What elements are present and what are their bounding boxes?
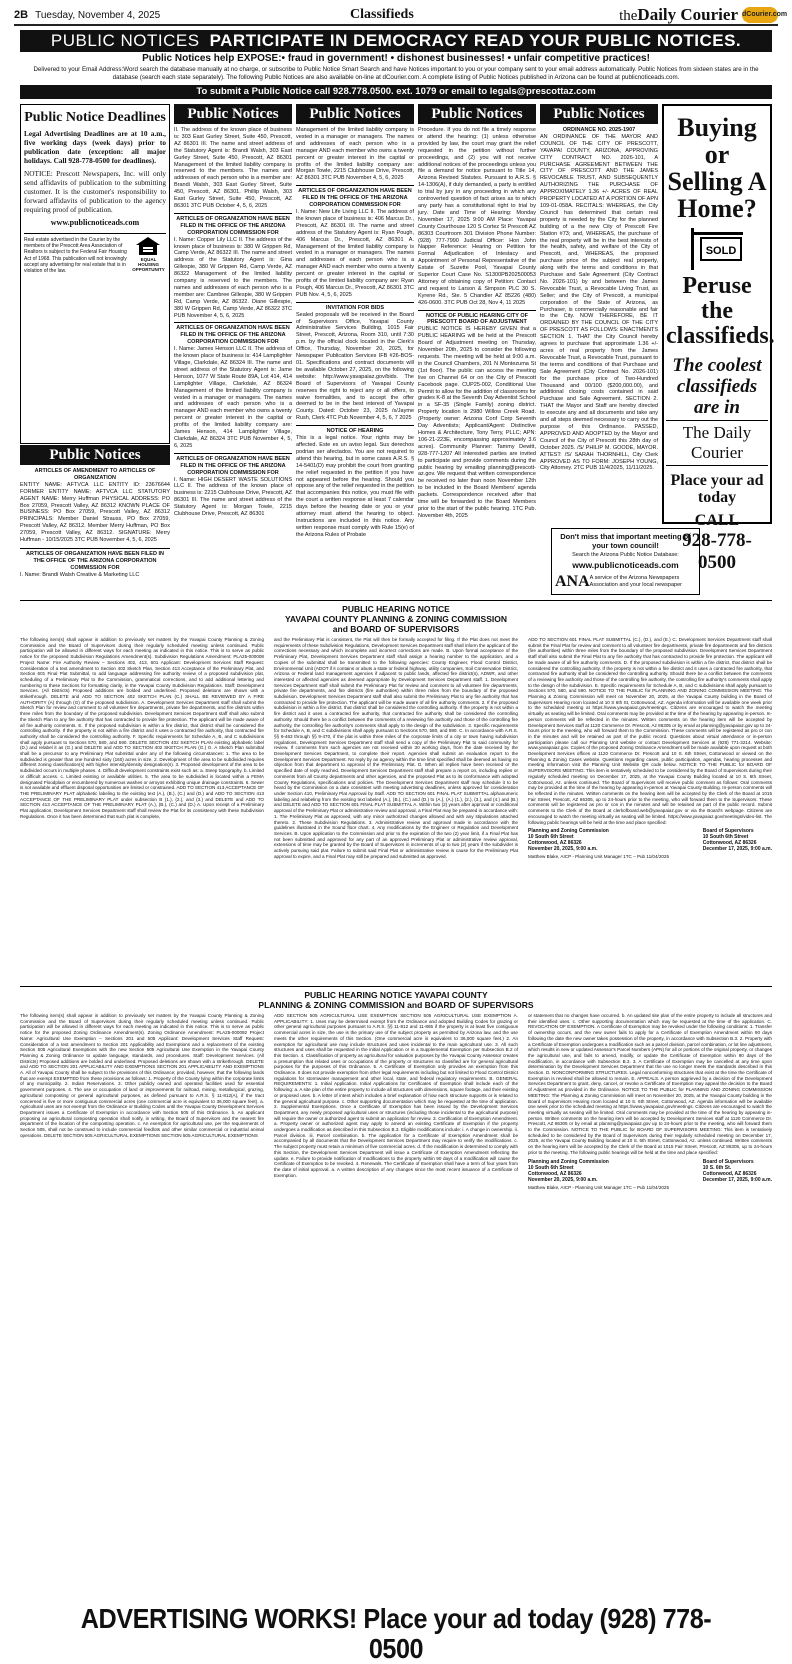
- equal-housing-box: [24, 233, 166, 274]
- notice-text: Sealed proposals will be received in the Board of Supervisors Office, Yavapai County Administrative Services Building, 1015 Fair Street, Prescott, Arizona, Room 310, until 7:30 p.m. by the official clock located in the Clerk's Office, Thursday, November 20, 2025, for Newspaper Publication Services IFB #26-BOS-01. Specifications and contract documents will be available October 27, 2025, on the following website: http://www.yavapaiaz.gov/bids. The Board of Supervisors of Yavapai County reserves the right to reject any or all offers, to waive formalities, and to accept the offer deemed to be in the best interest of Yavapai County. Dated: October 23, 2025 /s/Jayme Rush, Clerk 4TC Pub November 4, 5, 6, 7 2025: [296, 311, 414, 422]
- banner-right: PARTICIPATE IN DEMOCRACY READ YOUR PUBLIC NOTICES.: [209, 31, 742, 50]
- notice-text: I. Name: HIGH DESERT WASTE SOLUTIONS LLC II. The address of the known place of business is: 2215 Clubhouse Drive, Prescott, AZ 86301 III. The name and street address of the Statutory Agent is: Morgan Towle, 2215 Clubhouse Drive, Prescott, AZ 86301: [174, 476, 292, 518]
- hearing2-head1: PUBLIC HEARING NOTICE YAVAPAI COUNTY: [304, 990, 488, 1000]
- public-notices-banner: [20, 30, 772, 52]
- banner-left: PUBLIC NOTICES: [50, 31, 200, 50]
- hearing-notice-1: [20, 604, 772, 980]
- col4-heading: Public Notices: [418, 104, 536, 124]
- ad-title: Buying or Selling A Home?: [667, 113, 767, 223]
- deadlines-title: Public Notice Deadlines: [24, 110, 166, 125]
- hearing2-col-c: or statement that no changes have occurred. b. An updated site plan of the entire property to include all structures and their identified uses. c. Other supporting documentation which may be requested at the time of the application. C. REVOCATION OF EXEMPTION. A Certificate of Exemption may be revoked under the following conditions: 1. Transfer of ownership occurs, and the new owner fails to apply for a Certificate of Exemption Amendment within 90 days following the date the new owner takes possession of the property, in accordance with Subsection B.3. 2. Property with a Certificate of Exemption undergoes a modification such as a parcel division, parcel combination, or lot line adjustment, which results in new or updated Assessor's Parcel Numbers (APN) for all or portions of the original property, or changes the agricultural use, and fails to amend, modify, or update the Certificate of Exemption within 90 days of the modification, in accordance with Subsection B.3. 3. A Certificate of Exemption may be cancelled at any time upon determination by the Development Services Department that the use no longer meets the standards described in this Section. D. NONCONFORMING STRUCTURES. Legal nonconforming structures that exist at the time the Certificate of Exemption is revoked shall be allowed to remain. E. APPEALS. A person aggrieved by a decision of the Development Services Department to grant, deny, cancel, or revoke a Certificate of Exemption may appeal the decision to the Board of Adjustment as provided in the Ordinance. NOTICE TO THE PUBLIC for PLANNING AND ZONING COMMISSION MEETING: The Planning & Zoning Commission will meet on November 20, 2025, at the Yavapai County building in the Board of Supervisors Hearing room located at 10 S. 6th Street, Cottonwood, AZ. Agenda information will be available one week prior to the scheduled meeting at https://www.yavapaiaz.gov/meetings. Citizens are encouraged to watch the meeting virtually as seating will be limited. Oral comments may be provided at the time of the hearing by appearing in-person. Written comments on the hearing item will be accepted by Development Services staff at 1120 Commerce Dr. Prescott, AZ 86305 or by email at planning@yavapaiaz.gov up to 24-hours prior to the meeting, who will forward them to the Commission. NOTICE TO THE PUBLIC for BOARD OF SUPERVISORS MEETING: This item is tentatively scheduled to be considered by the Board of Supervisors during their regularly scheduled meeting on December 17, 2025, at the Yavapai County Building located at 10 S. 6th Street, Cottonwood, Az. unless continued. Written comments on the hearing item will be accepted by the Clerk of the Board at 1015 Fair Street, Prescott, AZ 86305, up to 24-hours prior to the meeting. The following public hearings will be held at the time and place specified:: [528, 1013, 772, 1155]
- notice-head: INVITATION FOR BIDS: [296, 302, 414, 312]
- hearing2-col-c-wrap: [528, 1013, 772, 1599]
- dcourier-logo[interactable]: dCourier.com: [742, 7, 778, 23]
- amendment-text: ENTITY NAME: AFTVCA LLC ENTITY ID: 23676644 FORMER ENTITY NAME: AFTVCA LLC STATUTORY AGENT NAME: Merry Huffman PHYSICAL ADDRESS: PO Box 27059, Prescott Valley, AZ 86312 KNOWN PLACE OF BUSINESS: PO Box 27059, Prescott Valley, AZ 86312 PRINCIPALS: Member Daniel Strauss, PO Box 27059, Prescott Valley, AZ 86312. Member Merry Huffman, PO Box 27059, Prescott Valley, AZ 86312. SIGNATURE: Merry Huffman - 10/15/2025 3TC PUB November 4, 5, 6, 2025: [20, 481, 170, 544]
- col1-heading: Public Notices: [20, 445, 170, 465]
- notice-head: ARTICLES OF ORGANIZATION HAVE BEEN FILED IN THE OFFICE OF THE ARIZONA CORPORATION COMMISSION FOR: [174, 322, 292, 346]
- col5: [540, 104, 658, 524]
- ordinance-text: AN ORDINANCE OF THE MAYOR AND COUNCIL OF THE CITY OF PRESCOTT, YAVAPAI COUNTY, ARIZONA, APPROVING CITY CONTRACT NO. 2026-101, A PURCHASE AGREEMENT BETWEEN THE CITY OF PRESCOTT AND THE JAMES REVOCABLE TRUST, AND SUBSEQUENTLY AUTHORIZING THE PURCHASE OF APPROXIMATELY 1.36 +/- ACRES OF REAL PROPERTY LOCATED AT A PORTION OF APN 109-01-058A. RECITALS: WHEREAS, the City Council has determined that certain real property is needed by the City for the planned building of a the new City of Prescott Fire Station #73; and, WHEREAS, the purchase of the real property will be in the best interests of the health, safety, and welfare of the City of Prescott, and, WHEREAS, the proposed purchase price of the subject real property, along with the terms and conditions in that Purchase and Sale Agreement (City Contract No. 2026-101) by and between the James Revocable Trust, a Revocable Living Trust, as Seller; and the City of Prescott, a municipal corporation of the State of Arizona, as Purchaser, is commercially reasonable and fair to the City. NOW THEREFORE, BE IT ORDAINED BY THE COUNCIL OF THE CITY OF PRESCOTT AS FOLLOWS: ENACTMENTS SECTION 1. THAT the City Council hereby agrees to purchase that approximate 1.36 +/- acres of real property from the James Revocable Trust, a Revocable Trust, pursuant to the terms and conditions of that Purchase and Sale Agreement (City Contract No. 2026-101) for the purchase price of Two-Hundred Thousand and 00/100 ($200,000.00), and additional closing costs contained in said Purchase and Sale Agreement. SECTION 2. THAT the Mayor and Staff are hereby directed to execute any and all documents and take any and all steps deemed necessary to carry out the purpose of this Ordinance. PASSED, APPROVED AND ADOPTED by the Mayor and Council of the City of Prescott this 28th day of October 2025. /S/ PHILIP M. GOODE, MAYOR. ATTEST: /S/ SARAH THORNHILL, City Clerk APPROVED AS TO FORM: JOSEPH YOUNG, City Attorney. 2TC PUB 11/4/2025, 11/11/2025.: [540, 133, 658, 472]
- hearing1-head3: and BOARD OF SUPERVISORS: [332, 624, 460, 634]
- ad-peruse: Peruse the classifieds.: [666, 273, 775, 349]
- notice-text: I. Name: James Henson LLC II. The address of the known place of business is: 414 Lamplighter Village, Clarkdale, AZ 86324 III. The name and street address of the Statutory Agent is: Jame Henson, 1077 W State Route 89A, Lot 414, 414 Lamplighter Village, Clarkdale, AZ 86324 Management of the limited liability company is vested in a manager or managers. The names and addresses of each person who is a manager AND each member who owns a twenty percent or greater interest in the capital or profits of the limited liability company are: James Henson, 414 Lamplighter Village, Clarkdale, AZ 86324 3TC PUB November 4, 5, 6, 2025: [174, 346, 292, 449]
- page-number: 2B Tuesday, November 4, 2025: [14, 9, 161, 21]
- hearing2-col-a: The following item(s) shall appear in addition to previously set matters by the Yavapai County Planning & Zoning Commission and the Board of Supervisors during their regularly scheduled meeting unless continued. Public participation will be allowed in different ways for each meeting as indicated in this notice. This is to serve as public notice for the proposed Zoning Ordinance Amendment(s). Zoning Ordinance Amendment: PLA25-000092 Project Name: Agricultural Use Exemption – Sections 201 and 505 Applicant: Development Services Staff Request: Consideration of a text amendment to Section 201 Applicability and Exemptions and a replacement of the existing Section 505 Agricultural Exemptions with the new Section 505 Agricultural Use Exemption in the Yavapai County Planning & Zoning Ordinance to update language, standards, and procedures. Staff: Development Services. (All Districts) Proposed additions are bolded and underlined. Proposed deletions are shown with a strikethrough. DELETE and ADD TO SECTION 201 APPLICABILITY AND EXEMPTIONS SECTION 201 APPLICABILITY AND EXEMPTIONS A. All of Yavapai County shall be subject to the provisions of this Ordinance; provided, however, that the following lands that are exempt EXEMPTED from these provisions as follows: 1. Property of the County lying within the corporate limits of any municipality. 2. Indian Reservations. 3. Other publicly owned and operated facilities used for essential government purposes. 4. The use or occupation of land or improvements for railroad, mining, metallurgical, grazing, agricultural composting or general agricultural purposes, as defined pursuant to A.R.S. § 11-812(A), if the tract concerned is five or more contiguous commercial acres (one commercial acre is equivalent to 36,000 square feet). a. Agricultural uses are not exempt from the Ordinance or Building Codes until the Yavapai County Development Services Department issues a Certificate of Exemption in accordance with Section 505 of this Ordinance. b. An applicant proposing an agricultural composting operation shall notify, in writing, the Board of Supervisors and the nearest fire department of the location of the composting operation. c. An exemption for agricultural use, per the requirements of Section 505, shall not be construed to include commercial feedlots and other similar commercial or industrial animal operations. DELETE SECTION 505 AGRICULTURAL EXEMPTIONS SECTION 505 AGRICULTURAL EXEMPTIONS: [20, 1013, 264, 1138]
- pn-database-ad[interactable]: [551, 528, 700, 595]
- page-header: [14, 5, 788, 26]
- notice-head: ARTICLES OF ORGANIZATION HAVE BEEN FILED IN THE OFFICE OF THE ARIZONA CORPORATION COMMISSION FOR: [174, 453, 292, 477]
- col3-heading: Public Notices: [296, 104, 414, 124]
- classifieds-ad[interactable]: [662, 104, 775, 573]
- articles-head: ARTICLES OF ORGANIZATION HAVE BEEN FILED IN THE OFFICE OF THE ARIZONA CORPORATION COMMISSION FOR: [20, 548, 170, 572]
- equal-housing-logo: EQUAL HOUSING OPPORTUNITY: [131, 237, 166, 274]
- hearing-notice-2: [20, 990, 772, 1600]
- hearing2-signer: Matthew Blake, AICP - Planning Unit Manager 1TC – Pub 11/04/2025: [528, 1184, 670, 1190]
- articles-text: I. Name: Brandi Walsh Creative & Marketing LLC: [20, 571, 140, 578]
- notice-text: I. Name: New Life Living LLC II. The address of the known place of business is: 406 Marcus Dr., Prescott, AZ 86301 III. The name and street address of the Statutory Agent is: Ryan Pough, 406 Marcus Dr., Prescott, AZ 86301 A. Management of the limited liability company is vested in a manager or managers. The names and addresses of each person who is a manager AND each member who owns a twenty percent or greater interest in the capital or profits of the limited liability company are: Ryan Pough, 406 Marcus Dr., Prescott, AZ 86301 3TC PUB Nov. 4, 5, 6, 2025: [296, 208, 415, 298]
- hearing1-col-c: ADD TO SECTION 601 FINAL PLAT SUBMITTAL (C.), (D.), and (E.) C. Development Services Department staff shall submit the Final Plat for review and comment to all volunteer fire departments, private fire departments and fire districts (fire authorities) within three miles from the boundary of the proposed subdivision. Development Services Department staff shall also submit the Final Plat to any fire authority that has contracted to provide fire protection. The applicant will be made aware of all fire authority comments. D. If the proposed subdivision is within a fire district, that district shall be considered the controlling authority. If the property is not within a fire district and it uses a contracted fire authority, that contracted fire authority shall be considered the controlling authority. Should there be a conflict between the comments of a reviewing fire authority and those of the controlling fire authority, the controlling fire authority's comments shall apply to the design of the subdivision. E. Specific requirements for Schedule A, B, and C subdivisions shall apply pursuant to Sections 570, 580, and 590. NOTICE TO THE PUBLIC for PLANNING AND ZONING COMMISSION MEETING: The Planning & Zoning Commission will meet on November 20, 2025, at the Yavapai County building in the Board of Supervisors Hearing room located at 10 S 6th St, Cottonwood, AZ. Agenda information will be available one week prior to the scheduled meeting at https://www.yavapaiaz.gov/meetings. Citizens are encouraged to watch the meeting virtually as seating will be limited. Oral comments may be provided at the time of the hearing by appearing in-person. In-person comments will be reflected in the minutes. Written comments on the hearing item will be accepted by Development Services staff at 1120 Commerce Dr. Prescott, Az 86305 or by email at planning@yavapaiaz.gov up to 24-hours prior to the meeting, who will forward them to the Commission. These comments will be registered as pro or con in the minutes and will be retained as part of the public record. Questions about virtual attendance or in-person participation please call our Planning Unit website or contact Development Services at (928) 771-3214. Website: www.yavapaiaz.gov. Copies of the proposed Zoning Ordinance Amendment will be made available upon request at both Development Services offices at 1120 Commerce Dr. Prescott and 10 S. 6th Street, Cottonwood or viewed on the Planning & Zoning Cases website. Questions regarding cases, public participation, agendas, hearing processes and meeting information visit the Planning Unit Website QR code below. NOTICE TO THE PUBLIC for BOARD OF SUPERVISORS MEETING: This item is tentatively scheduled to be considered by the Board of Supervisors during their regularly scheduled meeting on December 17, 2025, at the Yavapai County Building located at 10 S. 6th Street, Cottonwood, Az. unless continued. The Board of Supervisors will receive public comment as follows: Oral comments may be provided at the time of the hearing by appearing in-person at Yavapai County Building. In-person comments will be reflected in the minutes. Written comments on the hearing item will be accepted by the Clerk of the Board at 1015 Fair Street, Prescott, AZ 86305, up to 24-hours prior to the meeting, who will forward them to the Supervisors. These comments will be registered as pro or con in the minutes and will be retained as part of the public record. Submit comments to the Clerk of the Board at clerkofboard.web@yavapaiaz.gov or via the Board's webpage. Citizens are encouraged to watch the meeting virtually as seating will be limited. https://www.yavapaiaz.gov/meetings/video-list. The following public hearings will be held at the time and place specified:: [528, 637, 772, 825]
- ad-coolest: The coolest classifieds are in: [672, 355, 762, 418]
- hearing1-head2: YAVAPAI COUNTY PLANNING & ZONING COMMISSION: [285, 614, 507, 624]
- hearing1-pzc-address: Planning and Zoning Commission 10 South 6th Street Cottonwood, AZ 86326 November 20, 2025, 9:00 a.m.: [528, 828, 609, 853]
- pnad-note: A service of the Arizona Newspapers Association and your local newspaper: [589, 575, 683, 588]
- deadlines-body: Legal Advertising Deadlines are at 10 a.m., five working days (week days) prior to publication date (exception: all major holidays. Call 928-778-0500 for deadlines).: [24, 129, 166, 165]
- hearing1-bos-address: Board of Supervisors 10 South 6th Street Cottonwood, AZ 86326 December 17, 2025, 9:00 a.m.: [702, 828, 772, 853]
- banner-subtitle: Public Notices help EXPOSE:• fraud in government! • dishonest businesses! • unfair competitive practices!: [142, 53, 650, 64]
- issue-date: Tuesday, November 4, 2025: [35, 10, 161, 21]
- hearing1-col-a: The following item(s) shall appear in addition to previously set matters by the Yavapai County Planning & Zoning Commission and the Board of Supervisors during their regularly scheduled meeting unless continued. Public participation will be allowed in different ways for each meeting as indicated in this notice. This is to serve as public notice for the proposed Subdivision Regulations Amendment(s). Subdivision Regulations Amendment: PLA25-000008 Project Name: Fire Authority Review – Sections 402, 413, 601 Applicant: Development Services Staff Request: Consideration of a text amendment to Section 402 Sketch Plan, Section 413 Acceptance of the Preliminary Plat, and Section 601 Final Plat Submittal, to add language addressing fire authority review of a proposed subdivision plat, scheduling of a Preliminary Plat to the Commission, grammatical corrections, and to add additional lettering and numbering to these Sections for formatting clarity, in the Yavapai County Subdivision Regulations. Staff: Development Services. (All Districts) Proposed additions are bolded and underlined. Proposed deletions are shown with a strikethrough. DELETE and ADD TO SECTION 402 SKETCH PLAN (C.) SHALL BE REVIEWED BY A FIRE AUTHORITY (A) through (G) of the proposed subdivision. A. Development Services Department staff shall submit the Sketch Plan for review and comment to all volunteer fire departments, private fire departments, and fire districts within three miles from the boundary of the proposed subdivision. Development Services Department staff shall also submit the Sketch Plan to any fire authority that has contracted to provide fire protection. The applicant will be made aware of all fire authority comments. E. If the proposed subdivision is within a fire district, that district shall be considered the controlling authority. If the property is not within a fire district and it uses a contracted fire authority, that contracted fire authority shall be considered the controlling authority. F. Specific requirements for Schedule A, B, and C subdivisions shall apply pursuant to Sections 570, 580, and 590. DELETE SECTION 402 SKETCH PLAN existing alphabetic label (D.) and relabel it as (G.) and DELETE and ADD TO SECTION 402 SKETCH PLAN (G.) G. A Sketch Plan submittal shall be a precursor to any Preliminary Plat submittal under any of the following circumstances: 1. The area to be subdivided is greater than one hundred sixty (160) acres in size. 2. Development of the area to be subdivided requires different zoning classification(s) with higher intensity/density designation(s). 3. Proposed development of the area to be subdivided occurs in multiple phases. 4. Difficult development constraints exist such as: a. Steep topography. b. Limited or difficult access. c. Limited existing or available utilities. 5. The area to be subdivided is located within a FEMA designated Floodplain or encumbered by numerous washes or arroyos exhibiting unique drainage constraints. 6. Sewer is not available and effluent disposal opportunities are limited or constrained. ADD TO SECTION 413 ACCEPTANCE OF THE PRELIMINARY PLAT alphabetic labeling to the existing text (A.), (B.), (C.) and (D.) and ADD TO SECTION 413 ACCEPTANCE OF THE PRELIMINARY PLAT under subsection B (1.), (2.), and (3.) and DELETE and ADD TO SECTION 413 ACCEPTANCE OF THE PRELIMINARY PLAT (A.), (B.), (C.) and (D.) A. Upon receipt of a Preliminary Plat application, Development Services Department staff shall review the Plat for its consistency with these Subdivision Regulations. Once it has been determined that such plat is complete,: [20, 637, 265, 819]
- notice-head: ARTICLES OF ORGANIZATION HAVE BEEN FILED IN THE OFFICE OF THE ARIZONA CORPORATION COMMISSION FOR: [296, 185, 414, 209]
- ad-call: CALL: [694, 512, 740, 529]
- divider: [20, 600, 772, 601]
- notice-text: II. The address of the known place of business is: 303 East Gurley Street, Suite 450, Prescott, AZ 86301 III. The name and street address of the Statutory Agent is: Brandi Walsh, 303 East Gurley Street, Suite 450, Prescott, AZ 86301 Management of the limited liability company is reserved to the members. The names and addresses of each person who is a member are: Brandi Walsh, 303 East Gurley Street, Suite 450, Prescott, AZ 86301. Phillip Walsh, 303 East Gurley Street, Suite 450, Prescott, AZ 86301 3TC PUB October 4, 5, 6, 2025: [174, 127, 292, 209]
- amendment-head: ARTICLES OF AMENDMENT TO ARTICLES OF ORGANIZATION: [34, 468, 156, 481]
- hearing2-head2: PLANNING & ZONING COMMISSION and BOARD OF SUPERVISORS: [258, 1000, 534, 1010]
- hearing1-signature-block: [528, 828, 772, 852]
- ad-phone[interactable]: 928-778-0500: [682, 530, 752, 573]
- hearing1-col-b: and the Preliminary Plat is consistent, the Plat will then be formally accepted for filing. If the Plat does not meet the requirements of these Subdivision Regulations, Development Services Department staff shall inform the applicant of the corrections necessary and which incomplete and incorrect corrections are made. B. Upon formal acceptance of the Preliminary Plat, Development Services Department staff shall assign a hearing number to the application, and a Copies of the submittal shall be transmitted to the following agencies: County Engineer, Flood Control District, Environmental Unit (ADOT if it contains or abuts a state or federal highway, utility companies, Soil Conservation District, Arizona or Federal land management agencies if adjacent to public lands, affected fire district(s), ADWR, and other interested or affected agencies as deemed appropriate by Development Services Department staff. 1. Development Services Department staff shall submit the Preliminary Plat for review and comment to all volunteer fire departments, private fire departments, and fire districts (fire authorities) within three miles from the boundary of the proposed subdivision. Development Services Department staff shall also submit the Preliminary Plat to any fire authority that has contracted to provide fire protection. The applicant will be made aware of all fire authority comments. 2. If the proposed subdivision is within a fire district, that district shall be considered the controlling authority. If the property is not within a fire district and it uses a contracted fire authority, that contracted fire authority shall be considered the controlling authority. Should there be a conflict between the comments of a reviewing fire authority and those of the controlling fire authority, the controlling fire authority's comments shall apply to the design of the subdivision. 3. Specific requirements for Schedule A, B, and C subdivisions shall apply pursuant to Sections 570, 580, and 590. C. In accordance with A.R.S. §§ 9-463 through §§ 9-470, if the plat is within three miles of the corporate limits of a city or town having subdivision regulations, Development Services Department staff shall send a copy of the Preliminary Plat to said community for review. If comments from such agencies are not received within 30 working days, from the date received by the Development Services Department, to complete their report. Agencies shall submit an evaluation report to the Development Services Department. No reply by an agency within the time limit specified shall be deemed as having no objection from that department to approval of the Preliminary Plat. D. When all replies have been received or the specified date of reply reached, Development Services Department staff shall prepare a report on, including replies or comments from all County departments and other agencies, and the proposed Plat as to its conformance with adopted County Regulations, specifications and policies. The Development Services Department staff may schedule it to be heard by the Commission on a date consistent with meeting advertising deadlines, unless approved for consideration under Section 410, Preliminary Plat Approval by Staff. ADD TO SECTION 601 FINAL PLAT SUBMITTAL alphanumeric labeling and relabeling from the existing text labeled (A.), (B.), (C.) and (D.) to (A.), (A.) (1.), (2.), (3.), and (4.) and (B.) and DELETE and ADD TO SECTION 601 FINAL PLAT SUBMITTAL A. Within two (2) years after approval or conditional approval of the Preliminary Plat or administrative review and approval, a Final Plat may be prepared in accordance with: 1. The Preliminary Plat as approved, with any minor authorized changes allowed and with any stipulations attached thereto. 2. These Subdivision Regulations. 3. Administrative review and approval made in accordance with the guidelines illustrated in the Sound floor chart. 4. Any modifications by the Engineer or Regulation and Development Services. B. Upon application to the Commission and prior to the expiration of the two (2) year limit, if a Final Plat has not been submitted and approved for any part of an approved Preliminary Plat or administrative review approval, extensions of time may be granted by the Board of Supervisors in increments of up to two (2) years if the subdivider is actively pursuing said plat. Failure to submit said Final Plat or administrative review is cause for the Preliminary Plat approval to expire, and a Final Plat may still be prepared and submitted as approved.: [274, 637, 518, 859]
- affidavit-notice: NOTICE: Prescott Newspapers, Inc. will only send affidavits of publication to the submitting customer. It is the customer's responsibility to forward affidavits of publication to the agency requiring proof of publication.: [24, 169, 166, 214]
- fair-housing-text: Real estate advertised in the Courier by the members of the Prescott Area Association of Realtors is subject to the Federal Fair Housing Act of 1968. This publication will not knowingly accept any advertising for real estate that is in violation of the law.: [24, 237, 127, 275]
- hearing2-pzc-address: Planning and Zoning Commission 10 South 6th Street Cottonwood, AZ 86326 November 20, 2025, 9:00 a.m.: [528, 1158, 609, 1183]
- masthead-brand: theDaily Courier: [619, 5, 738, 24]
- notice-text: This is a legal notice. Your rights may be affected. Este es un aviso legal. Sus derechos podrian ser afectados. You are not required to attend this hearing, but in some cases A.R.S. § 14-5401(D) may prohibit the court from granting the relief requested in the petition if you have not appeared before the hearing. Should you oppose any of the relief requested in the petition that accompanies this notice, you must file with the court a written response at least 7 calendar days before the hearing date or you or your attorney must attend the hearing to object. Instructions are included in this notice. Any written response must comply with Rule 15(e) of the Arizona Rules of Probate: [296, 435, 414, 538]
- col5-heading: Public Notices: [540, 104, 658, 124]
- ordinance-head: ORDINANCE NO. 2025-1907: [562, 127, 636, 133]
- ana-logo: ANA: [555, 573, 590, 590]
- hearing2-signature-block: [528, 1159, 772, 1183]
- col4: [418, 104, 536, 524]
- hearing1-signer: Matthew Blake, AICP - Planning Unit Manager 1TC – Pub 11/04/2025: [528, 854, 670, 860]
- sold-sign-icon: [687, 226, 747, 270]
- section-title: Classifieds: [350, 7, 414, 22]
- notice-text: Procedure. If you do not file a timely response or attend the hearing: (1) unless otherwise provided by law, the court may grant the relief requested in the petition without further proceedings, and (2) you will not receive additional notices of the proceedings unless you file a demand for notice pursuant to Title 14, Arizona Revised Statutes. Pursuant to A.R.S. § 14-1306(A), if duly demanded, a party is entitled to trial by jury in any proceeding in which any controverted question of fact arises as to which any party has a constitutional right to trial by jury. Date and Time of Hearing: Monday November 17, 2025 9:00 AM Place: Yavapai County Courthouse 120 S Cortez St Prescott AZ 86303 Courtroom 301 Division Phone Number: (928) 777-7990 Judicial Officer: Hon John Napper Reference: Hearing on Petition for Formal Adjudication of Intestacy and Appointment of Personal Representative of the Estate of Suzette Pool, Yavapai County Superior Court Case No. S1300PB202500053 Attorney of obtaining copy of Petition: Contact and request to Larson & Simpson PLC 30 S. Kyrene Rd., Ste. 5 Chandler AZ 85226 (480) 426-0600. 3TC PUB Oct 28, Nov 4, 11 2025: [418, 127, 536, 306]
- banner-description: Delivered to your Email Address:Word search the database manually at no charge, or subscribe to Public Notice Smart Search and have Notices important to you or your company sent to your email address automatically. Public Notices from sixteen states are in the database (search each state separately). The following Public Notices are also available on-line at dCourier.com. A complete listing of Public Notices published in Arizona can be found at publicnoticeads.com.: [33, 66, 759, 81]
- hearing1-col-c-wrap: [528, 637, 772, 977]
- house-icon: [136, 237, 160, 255]
- notice-head: ARTICLES OF ORGANIZATION HAVE BEEN FILED IN THE OFFICE OF THE ARIZONA CORPORATION COMMISSION FOR: [174, 213, 292, 237]
- notice-text: Management of the limited liability company is vested in a manager or managers. The names and addresses of each person who is a manager AND each member who owns a twenty percent or greater interest in the capital or profits of the limited liability company are: Morgan Towle, 2215 Clubhouse Drive, Prescott, AZ 86301 3TC PUB November 4, 5, 6, 2025: [296, 127, 414, 182]
- deadlines-column: [20, 104, 170, 444]
- col3: [296, 104, 415, 538]
- ad-brand: The Daily Courier: [666, 420, 768, 466]
- col2-heading: Public Notices: [174, 104, 292, 124]
- col1-lower: [20, 445, 170, 579]
- hearing2-col-b: ADD SECTION 505 AGRICULTURAL USE EXEMPTION SECTION 505 AGRICULTURAL USE EXEMPTION A. APPLICABILITY: 1. Uses may be determined exempt from the Ordinance and adopted Building Codes for grazing or other general agricultural purposes pursuant to A.R.S. §§ 11-812 and 11-865 if the property is at least five contiguous commercial acres in size, the use is the primary use of the subject property as permitted by Arizona law, and the use meets the other requirements of this Section. (One commercial acre is equivalent to 36,000 square feet.) 2. An exemption for agricultural use may include structures and uses incidental to the main agricultural use. 3. All such structures and uses shall be requested in the initial Application or in a Supplemental Exemption per Subsection B.2 of this Section. 4. Classification of property as agricultural for valuation purposes by the Yavapai County Assessor creates a presumption that related uses or occupations of the property or structures so classified are for general agricultural purposes for the purposes of this Ordinance. 5. A Certificate of Exemption only provides an exemption from this Ordinance. It does not provide exemption from other legal requirements including but not limited to Flood Control District regulations for stormwater management and other local, state, and federal regulatory requirements. B. GENERAL REQUIREMENTS: 1. Initial Application. Initial Applications for Certificates of Exemption shall include each of the following: a. A site plan of the entire property to include all structures with dimensions, square footage, and their existing or proposed uses. b. A letter of intent which includes a brief explanation of how each structure supports or is related to the general agricultural purpose. c. Other supporting documentation which may be requested at the time of application. 2. Supplemental Exemptions. Once a Certificate of Exemption has been issued by the Development Services Department, any newly proposed agricultural uses or structures (including those incidental to the agricultural purpose) will require the owner or authorized agent to submit an application for review. 3. Certification of Exemption Amendment. a. Property owner or authorized agent may apply to amend an existing Certificate of Exemption if the property undergoes a modification as described in this Subsection B.3. Eligible modifications include: i. A change in ownership. ii. Parcel division. iii. Parcel combination. b. The application for a Certificate of Exemption Amendment shall be accompanied by all documents that the Development Services Department may require to verify the modifications. c. The subject property must retain a minimum of five commercial acres. d. If the modification is determined to comply with this Section, the Development Services Department will issue a Certificate of Exemption Amendment reflecting the update. e. Failure to provide notification of modifications to the property within 90 days of a modification will cause the Certificate of Exemption to be revoked. 4. Renewals. The Certificate of Exemption shall have a term of four years from the date of initial approval. a. A written description of any changes since the most recent issuance of a Certificate of Exemption.: [274, 1013, 518, 1178]
- hearing2-bos-address: Board of Supervisors 10 S. 6th St. Cottonwood, AZ 86326 December 17, 2025, 9:00 a.m.: [702, 1158, 772, 1183]
- pnad-sub: Search the Arizona Public Notice Database:: [572, 552, 679, 558]
- svg-text:SOLD: SOLD: [705, 245, 737, 257]
- hearing1-head1: PUBLIC HEARING NOTICE: [342, 604, 450, 614]
- col2: [174, 104, 292, 524]
- submit-notice-bar: To submit a Public Notice call 928.778.0500. ext. 1079 or email to legals@prescottaz.com: [20, 85, 772, 99]
- publicnoticeads-link[interactable]: www.publicnoticeads.com: [50, 218, 140, 227]
- advertising-footer[interactable]: ADVERTISING WORKS! Place your ad today (928) 778-0500: [80, 1603, 712, 1664]
- ad-place: Place your ad today: [670, 472, 764, 506]
- pnad-headline: Don't miss that important meeting of your town council!: [560, 532, 691, 550]
- pnad-url[interactable]: www.publicnoticeads.com: [572, 560, 679, 570]
- notice-text: PUBLIC NOTICE IS HEREBY GIVEN that a PUBLIC HEARING will be held at the Prescott Board of Adjustment meeting on Thursday, November 20th, 2025 to consider the following requests. The meeting will be held at 9:00 a.m. in the Council Chambers, 201 N Montezuma St (1st floor). The public can access the meeting live on Channel 64 or on the City of Prescott Facebook page. CUP25-002, Conditional Use Permit to allow for the addition of classrooms for grades K-8 at the Seventh Day Adventist School in a SF-35 (Single Family) zoning district. Property location is 2980 Willow Creek Road. (Property owner: Arizona Conf Corp Seventh Day Adventists; Applicant/Agent: Distinctive Homes & Architecture, Tony Terry, PLLC; APN: 106-21-223E, encompassing approximately 3.6 acres). Community Planner: Tammy Dewitt, 928-777-1207 All interested parties are invited to participate and provide comments during the public hearing by emailing planning@prescott-az.gov. We request that written correspondence be received no later than noon November 12th to be included in the Board Members' agenda packets. Correspondence received after that time will be forwarded to the Board Members prior to the start of the public hearing. 1TC Pub. November 4th, 2025: [418, 326, 536, 519]
- notice-text: I. Name: Copper Lily LLC II. The address of the known place of business is: 380 W Grippen Rd, Camp Verde, AZ 86322 III. The name and street address of the Statutory Agent is: Gina Gillespie, 380 W Grippen Rd, Camp Verde, AZ 86322 Management of the limited liability company is reserved to the members. The names and addresses of each person who is a member are: Cambree Gillespie, 380 W Grippen Rd, Camp Verde, AZ 86322. Diane Gillespie, 380 W Grippen Rd, Camp Verde, AZ 86322 3TC PUB November 4, 5, 6, 2025: [174, 236, 292, 319]
- divider: [20, 986, 772, 987]
- notice-head: NOTICE OF HEARING: [296, 425, 414, 435]
- notice-head: NOTICE OF PUBLIC HEARING CITY OF PRESCOTT BOARD OF ADJUSTMENT: [418, 310, 536, 327]
